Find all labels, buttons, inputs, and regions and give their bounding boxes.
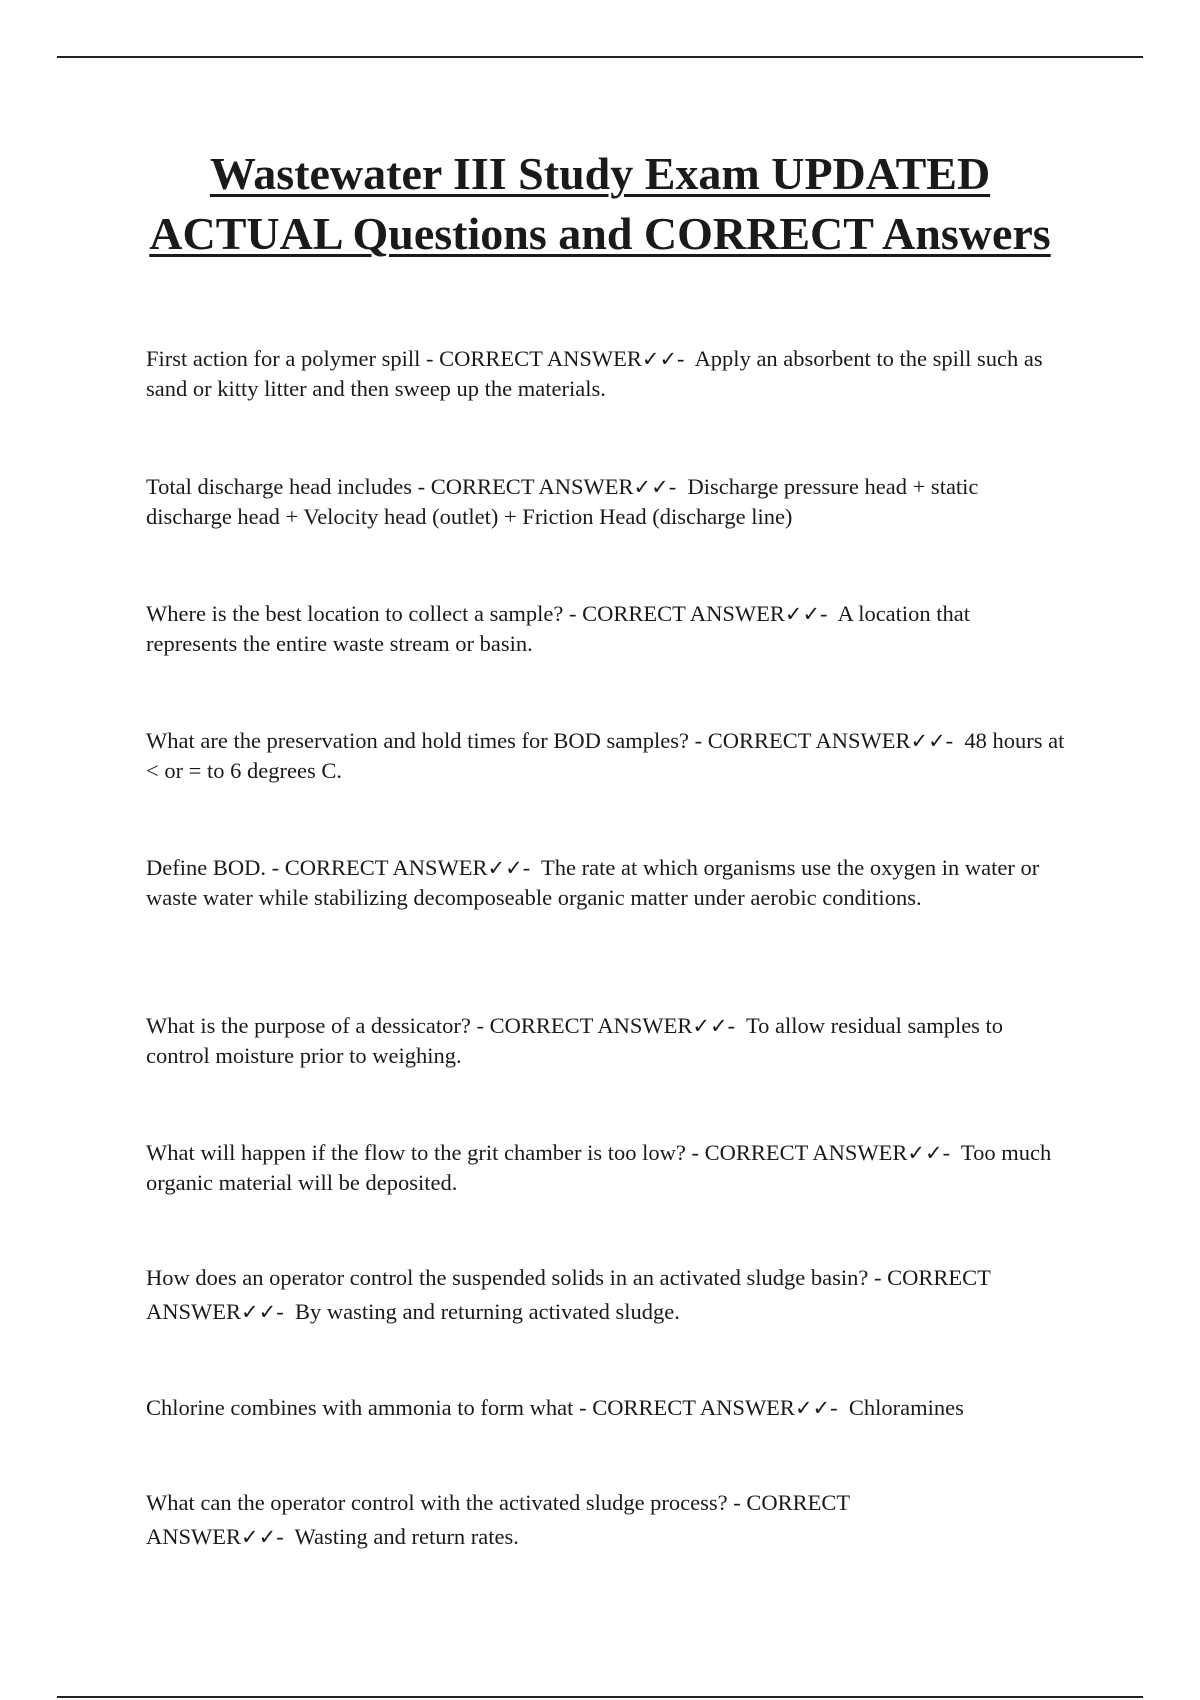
answer-text: The rate at which organisms use the oxygen in water or waste water while stabilizing decomposeable organic matter under aerobic conditions. [146, 855, 1040, 910]
answer-text: Too much organic material will be deposited. [146, 1140, 1052, 1195]
answer-text: To allow residual samples to control moisture prior to weighing. [146, 1013, 1004, 1068]
answer-text: Chloramines [848, 1395, 964, 1420]
answer-marker: CORRECT ANSWER [439, 346, 642, 371]
question-text: Define BOD. [146, 855, 266, 880]
document-title: Wastewater III Study Exam UPDATED ACTUAL Questions and CORRECT Answers [149, 148, 1051, 259]
answer-marker: CORRECT ANSWER [489, 1013, 693, 1038]
answer-text: A location that represents the entire waste stream or basin. [146, 601, 971, 656]
answer-marker: CORRECT ANSWER [592, 1395, 795, 1420]
answer-text: Discharge pressure head + static discharge head + Velocity head (outlet) + Friction Head (discharge line) [146, 474, 979, 529]
check-marks-icon: ✓✓ [633, 475, 669, 499]
qa-item-4: What are the preservation and hold times for BOD samples? - CORRECT ANSWER✓✓- 48 hours at < or = to 6 degrees C. [146, 728, 1065, 783]
check-marks-icon: ✓✓ [487, 856, 523, 880]
question-text: What are the preservation and hold times for BOD samples? [146, 728, 689, 753]
question-text: Where is the best location to collect a sample? [146, 601, 564, 626]
check-marks-icon: ✓✓ [784, 602, 821, 626]
qa-item-1: First action for a polymer spill - CORRECT ANSWER✓✓- Apply an absorbent to the spill such as sand or kitty litter and then sweep up the materials. [146, 346, 1043, 401]
question-text: Chlorine combines with ammonia to form what [146, 1395, 574, 1420]
qa-item-3: Where is the best location to collect a sample? - CORRECT ANSWER✓✓- A location that represents the entire waste stream or basin. [146, 601, 971, 656]
check-marks-icon: ✓✓ [910, 729, 946, 753]
answer-text: Apply an absorbent to the spill such as sand or kitty litter and then sweep up the materials. [146, 346, 1043, 401]
answer-marker: CORRECT ANSWER [582, 601, 785, 626]
qa-item-10: What can the operator control with the activated sludge process? - CORRECT ANSWER✓✓- Wasting and return rates. [146, 1490, 850, 1549]
qa-item-2: Total discharge head includes - CORRECT ANSWER✓✓- Discharge pressure head + static discharge head + Velocity head (outlet) + Friction Head (discharge line) [146, 474, 979, 529]
question-text: How does an operator control the suspended solids in an activated sludge basin? [146, 1265, 869, 1290]
answer-text: 48 hours at < or = to 6 degrees C. [146, 728, 1065, 783]
answer-text: Wasting and return rates. [294, 1524, 519, 1549]
qa-item-5: Define BOD. - CORRECT ANSWER✓✓- The rate at which organisms use the oxygen in water or waste water while stabilizing decomposeable organic matter under aerobic conditions. [146, 855, 1040, 910]
answer-text: By wasting and returning activated sludge. [294, 1299, 680, 1324]
check-marks-icon: ✓✓ [692, 1014, 728, 1038]
check-marks-icon: ✓✓ [641, 347, 678, 371]
question-text: Total discharge head includes [146, 474, 413, 499]
check-marks-icon: ✓✓ [794, 1396, 831, 1420]
check-marks-icon: ✓✓ [907, 1141, 943, 1165]
check-marks-icon: ✓✓ [241, 1300, 277, 1324]
answer-marker: CORRECT ANSWER [430, 474, 634, 499]
answer-marker: CORRECT ANSWER [146, 1265, 991, 1324]
answer-marker: CORRECT ANSWER [146, 1490, 850, 1549]
qa-item-7: What will happen if the flow to the grit chamber is too low? - CORRECT ANSWER✓✓- Too much organic material will be deposited. [146, 1140, 1052, 1195]
question-text: First action for a polymer spill [146, 346, 421, 371]
answer-marker: CORRECT ANSWER [284, 855, 488, 880]
question-text: What is the purpose of a dessicator? [146, 1013, 471, 1038]
qa-item-8: How does an operator control the suspended solids in an activated sludge basin? - CORRECT ANSWER✓✓- By wasting and returning activated sludge. [146, 1265, 991, 1324]
top-rule [57, 56, 1143, 58]
answer-marker: CORRECT ANSWER [704, 1140, 908, 1165]
check-marks-icon: ✓✓ [241, 1525, 277, 1549]
qa-item-6: What is the purpose of a dessicator? - CORRECT ANSWER✓✓- To allow residual samples to control moisture prior to weighing. [146, 1013, 1004, 1068]
question-text: What will happen if the flow to the grit chamber is too low? [146, 1140, 686, 1165]
answer-marker: CORRECT ANSWER [707, 728, 911, 753]
qa-item-9: Chlorine combines with ammonia to form what - CORRECT ANSWER✓✓- Chloramines [146, 1395, 964, 1420]
bottom-rule [57, 1696, 1143, 1698]
question-text: What can the operator control with the activated sludge process? [146, 1490, 728, 1515]
